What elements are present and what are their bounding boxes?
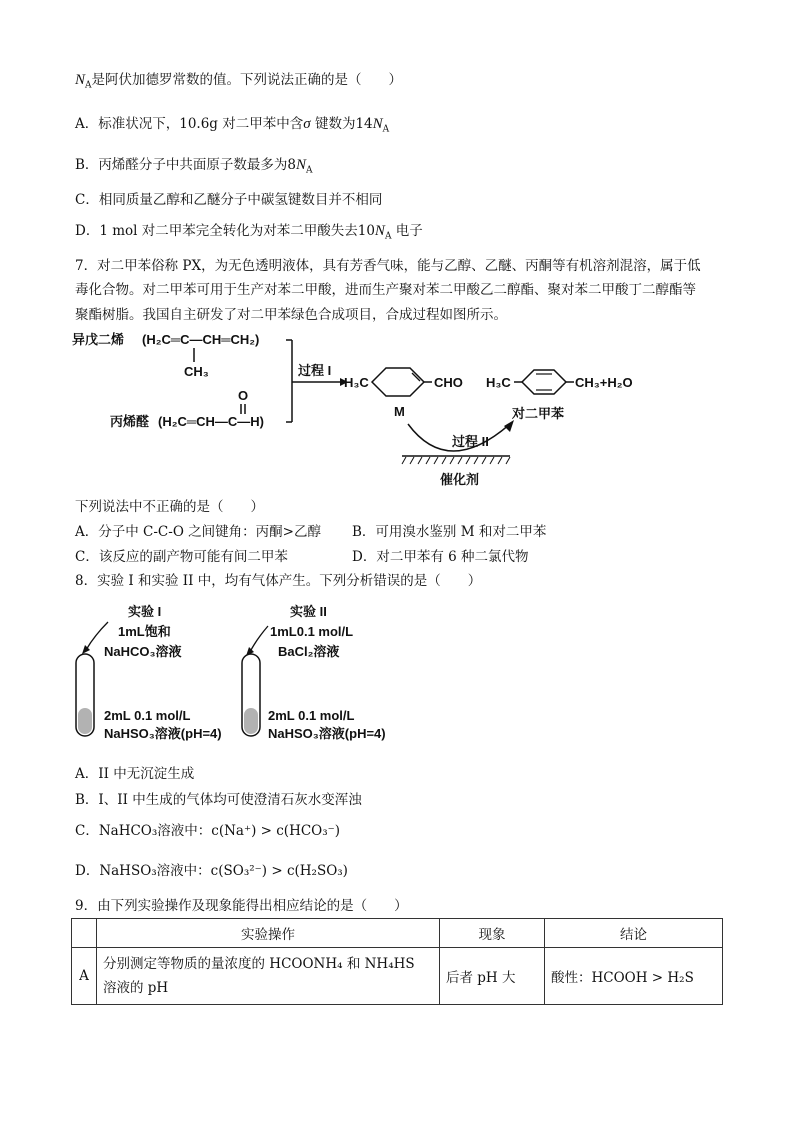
isoprene-formula: (H₂C═C—CH═CH₂) (142, 332, 260, 347)
q8-stem: 8．实验 I 和实验 II 中，均有气体产生。下列分析错误的是（ ） (75, 573, 482, 589)
q7-option-a: A．分子中 C-C-O 之间键角：丙酮>乙醇 (75, 524, 321, 540)
q7-option-c: C．该反应的副产物可能有间二甲苯 (75, 549, 288, 565)
q7-line-2: 毒化合物。对二甲苯可用于生产对苯二甲酸，进而生产聚对苯二甲酸乙二醇酯、聚对苯二甲酸丁二醇酯等 (75, 282, 696, 298)
q7-option-d: D．对二甲苯有 6 种二氯代物 (352, 549, 529, 565)
synthesis-diagram (70, 328, 670, 494)
table-header-cell: 结论 (545, 919, 723, 948)
exp2-title: 实验 II (290, 604, 327, 619)
q8-option-b: B．I、II 中生成的气体均可使澄清石灰水变浑浊 (75, 792, 362, 808)
process-2-label: 过程 II (452, 434, 489, 449)
row-label: A (72, 948, 97, 1005)
row-operation-line-2: 溶液的 pH (103, 980, 169, 996)
q9-stem: 9．由下列实验操作及现象能得出相应结论的是（ ） (75, 898, 408, 914)
exp2-tube-concentration: 2mL 0.1 mol/L (268, 708, 355, 723)
q8-option-d: D．NaHSO₃溶液中：c(SO₃²⁻) > c(H₂SO₃) (75, 863, 348, 879)
q6-option-c: C．相同质量乙醇和乙醚分子中碳氢键数目并不相同 (75, 192, 383, 208)
table-row (72, 948, 723, 1005)
exp1-reagent-volume: 1mL饱和 (118, 624, 171, 639)
table-header-row (72, 919, 723, 948)
catalyst-label: 催化剂 (440, 472, 480, 487)
m-ring (372, 368, 424, 396)
px-methyl-right: CH₃+H₂O (575, 375, 633, 390)
q8-option-a: A．II 中无沉淀生成 (75, 766, 195, 782)
m-label: M (394, 404, 405, 419)
isoprene-label: 异戊二烯 (72, 332, 125, 347)
exp2-reagent-name: BaCl₂溶液 (278, 644, 340, 659)
row-operation-line-1: 分别测定等物质的量浓度的 HCOONH₄ 和 NH₄HS (103, 956, 415, 972)
q6-option-b: B．丙烯醛分子中共面原子数最多为$8N_A$ (75, 157, 313, 176)
exp2-tube-solution: NaHSO₃溶液(pH=4) (268, 726, 386, 741)
q7-option-b: B．可用溴水鉴别 M 和对二甲苯 (352, 524, 547, 540)
q6-stem: $N_A$是阿伏加德罗常数的值。下列说法正确的是（ ） (75, 72, 403, 91)
q8-option-c: C．NaHCO₃溶液中：c(Na⁺) > c(HCO₃⁻) (75, 823, 341, 839)
px-label: 对二甲苯 (512, 406, 565, 421)
exp2-reagent-volume: 1mL0.1 mol/L (270, 624, 354, 639)
exp1-tube-concentration: 2mL 0.1 mol/L (104, 708, 191, 723)
isoprene-methyl: CH₃ (184, 364, 209, 379)
row-phenomenon: 后者 pH 大 (440, 948, 545, 1005)
process-1-label: 过程 I (298, 363, 332, 378)
table-header-cell: 实验操作 (97, 919, 440, 948)
exp1-reagent-name: NaHCO₃溶液 (104, 644, 182, 659)
q6-option-d: D．1 mol 对二甲苯完全转化为对苯二甲酸失去$10N_A$ 电子 (75, 223, 423, 242)
q6-option-a: A．标准状况下，10.6g 对二甲苯中含σ 键数为$14N_A$ (75, 116, 390, 135)
exp1-tube-solution: NaHSO₃溶液(pH=4) (104, 726, 222, 741)
q9-table (71, 918, 723, 1005)
experiment-diagram (72, 600, 412, 746)
m-aldehyde: CHO (434, 375, 463, 390)
table-header-cell (72, 919, 97, 948)
acrolein-formula: (H₂C═CH—C—H) (158, 414, 264, 429)
table-header-cell: 现象 (440, 919, 545, 948)
row-conclusion: 酸性：HCOOH > H₂S (545, 948, 723, 1005)
q7-line-1: 7．对二甲苯俗称 PX，为无色透明液体，具有芳香气味，能与乙醇、乙醚、丙酮等有机溶剂混溶，属于低 (75, 258, 701, 274)
row-operation (97, 948, 440, 1005)
q7-line-3: 聚酯树脂。我国自主研发了对二甲苯绿色合成项目，合成过程如图所示。 (75, 307, 507, 323)
acrolein-oxygen: O (238, 388, 249, 403)
m-methyl: H₃C (344, 375, 369, 390)
exp1-title: 实验 I (128, 604, 162, 619)
q7-question: 下列说法中不正确的是（ ） (75, 499, 264, 515)
acrolein-label: 丙烯醛 (110, 414, 150, 429)
px-methyl-left: H₃C (486, 375, 511, 390)
